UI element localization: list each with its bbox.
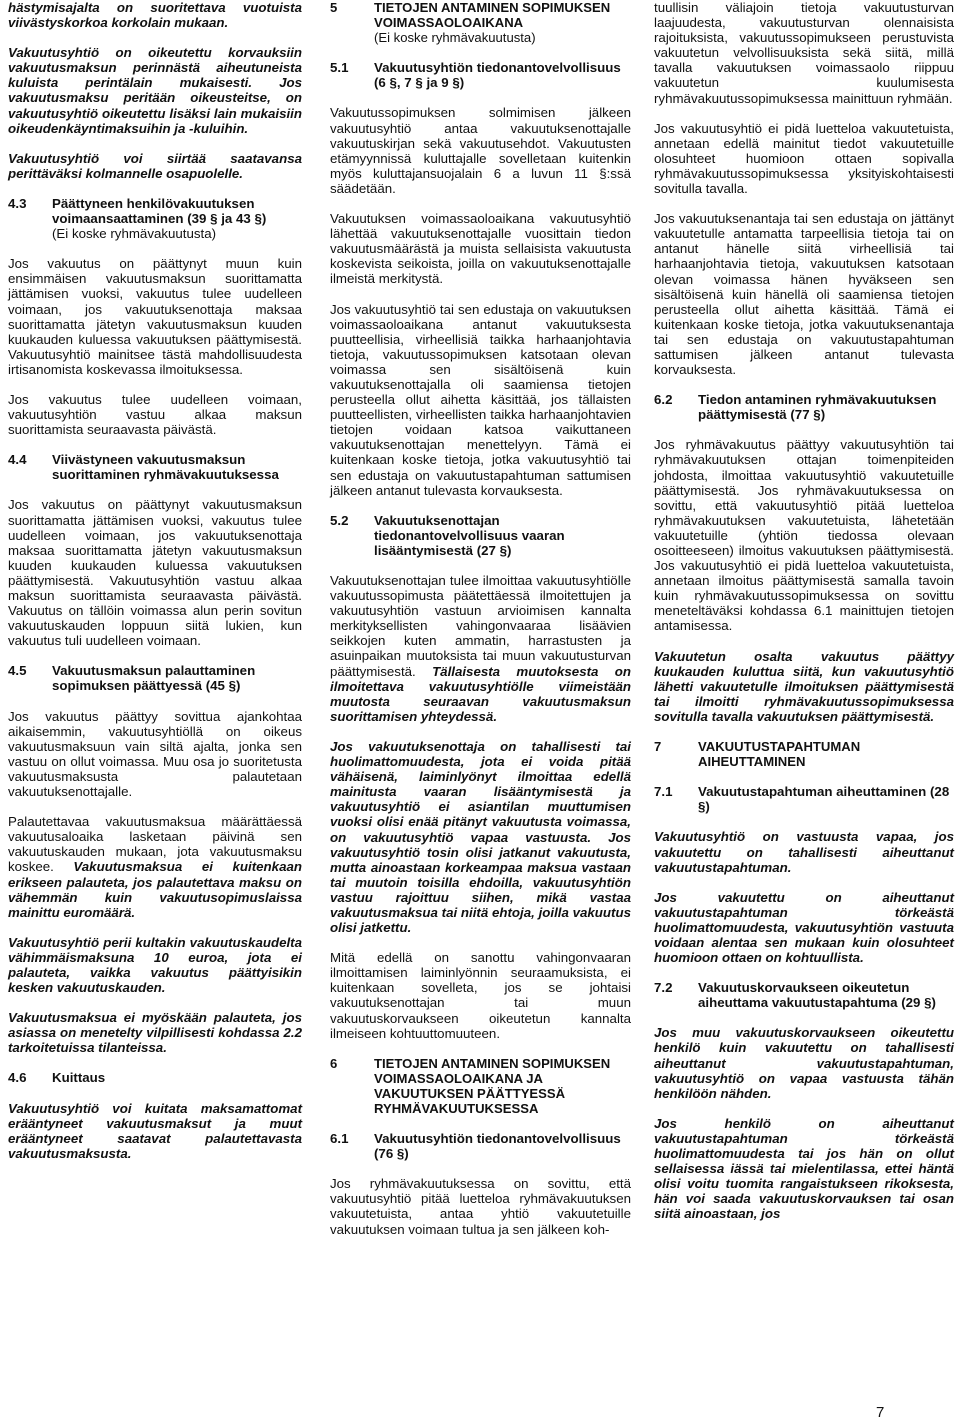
paragraph-refund: Jos vakuutus päättyy sovittua ajankohtaa aikaisemmin, vakuutusyhtiöllä on oikeus vakuutusmaksuun vain siltä ajalta, jonka sen vastuu on ollut voimassa. Muu osa jo suoritetusta vakuutusmaksusta palautetaan vakuutuksenottajalle. [8, 708, 302, 800]
paragraph-late-interest: hästymisajalta on suoritettava vuotuista viivästyskorkoa korkolain mukaan. [8, 0, 302, 31]
heading-title: Vakuutusyhtiön tiedonantovelvollisuus (76 §) [374, 1131, 621, 1162]
heading-number: 5.2 [330, 512, 349, 528]
heading-number: 6 [330, 1055, 338, 1071]
paragraph-beneficiary-intentional: Jos muu vakuutuskorvaukseen oikeutettu henkilö kuin vakuutettu on tahallisesti aiheuttanut vakuutustapahtuman, vakuutusyhtiö on vapaa vastuusta tähän henkilöön nähden. [654, 1025, 954, 1101]
heading-title: Viivästyneen vakuutusmaksun suorittaminen ryhmävakuutuksessa [52, 452, 279, 483]
heading-title: Vakuutusmaksun palauttaminen sopimuksen päättyessä (45 §) [52, 663, 256, 694]
middle-column [330, 0, 631, 1252]
paragraph-debt-transfer: Vakuutusyhtiö voi siirtää saatavansa perittäväksi kolmannelle osapuolelle. [8, 150, 302, 181]
paragraph-risk-increase: Vakuutuksenottajan tulee ilmoittaa vakuutusyhtiölle vakuutussopimusta päätettäessä ilmoitettujen ja vakuutusyhtiön vastuun arvioimisen kannalta merkityksellisten vahingonvaaraa lisäävien seikkojen kuten ammatin, harrastusten ja asuinpaikan muutoksista tai muun vakuutusturvan päättymisestä. Tällaisesta muutoksesta on ilmoitettava vakuutusyhtiölle viimeistään muutosta seuraavan vakuutusmaksun suorittamisen yhteydessä. [330, 573, 631, 724]
heading-number: 7 [654, 739, 662, 755]
heading-number: 7.1 [654, 784, 673, 800]
heading-4-4 [8, 452, 302, 482]
heading-number: 7.2 [654, 980, 673, 996]
paragraph-misleading-info: Jos vakuutusyhtiö tai sen edustaja on vakuutuksen voimassaoloaikana antanut vakuutuksesta puutteellisia, virheellisiä taikka harhaanjohtavia tietoja, vakuutussopimuksen katsotaan olevan voimassa sen sisältöisenä kuin vakuutuksenottajalla oli saamiensa tietojen perusteella ollut aihetta käsittää, jos tällaisten puutteellisten, virheellisten taikka harhaanjohtavien tietojen voidaan katsoa vaikuttaneen vakuutuksenottajan menettelyyn. Tämä ei kuitenkaan koske tietoja, jotka vakuutusyhtiö tai sen edustaja on vakuutustapahtuman sattumisen jälkeen antanut tulevasta korvauksesta. [330, 301, 631, 498]
heading-number: 5 [330, 0, 338, 15]
heading-number: 4.4 [8, 452, 27, 468]
heading-title: Päättyneen henkilövakuutuksen voimaansaattaminen (39 § ja 43 §) [52, 195, 267, 227]
heading-6 [330, 1056, 631, 1116]
paragraph-group-termination: Jos ryhmävakuutus päättyy vakuutusyhtiön tai ryhmävakuutuksen ottajan toimenpiteiden johdosta, ilmoittaa vakuutusyhtiö vakuutetuille päättymisestä. Jos ryhmävakuutuksessa on sovittu, että vakuutusyhtiö pitää luetteloa ryhmävakuutuksen vakuutetuista, lähetetään vakuutetuille (yhtiön tiedossa olevaan osoitteeseen) ilmoitus vakuutuksen päättymisestä. Jos vakuutusyhtiö ei pidä luetteloa vakuutetuista, annetaan ilmoitus päättymisestä samalla tavoin kuin ryhmävakuutussopimuksessa on sovittu meneteltäväksi kohdassa 6.1 mainittujen tietojen antamisessa. [654, 437, 954, 634]
heading-4-5 [8, 663, 302, 693]
paragraph-policy-documents: Vakuutussopimuksen solmimisen jälkeen vakuutusyhtiö antaa vakuutuksenottajalle vakuutuskirjan sekä vakuutusehdot. Vakuutusten etämyynnissä kuluttajalle sovelletaan kuitenkin myös kuluttajansuojalain 6 a luvun 11 §:ssä säädetään. [330, 105, 631, 196]
heading-5-1 [330, 60, 631, 90]
paragraph-insurer-misinformation: Jos vakuutuksenantaja tai sen edustaja on jättänyt vakuutetulle antamatta tarpeellisia tietoja tai on antanut hänelle siitä virheellisiä tai harhaanjohtavia tietoja, vakuutuksen katsotaan olevan voimassa hänen hyväkseen sen sisältöisenä kuin hänellä oli saamiensa tietojen perusteella ollut aihetta käsittää. Tämä ei kuitenkaan koske tietoja, jotka vakuutuksenantaja tai sen edustaja on vakuutustapahtuman sattumisen jälkeen antanut tulevasta korvauksesta. [654, 211, 954, 378]
heading-title: Vakuutuksenottajan tiedonantovelvollisuus vaaran lisääntymisestä (27 §) [374, 512, 565, 558]
paragraph-set-off: Vakuutusyhtiö voi kuitata maksamattomat erääntyneet vakuutusmaksut ja muut erääntyneet saatavat palautettavasta vakuutusmaksusta. [8, 1100, 302, 1161]
paragraph-intentional: Vakuutusyhtiö on vastuusta vapaa, jos vakuutettu on tahallisesti aiheuttanut vakuutustapahtuman. [654, 829, 954, 875]
paragraph-gross-negligence: Jos vakuutettu on aiheuttanut vakuutustapahtuman törkeästä huolimattomuudesta, vakuutusyhtiön vastuuta voidaan alentaa sen mukaan kuin olosuhteet huomioon ottaen on kohtuullista. [654, 889, 954, 966]
heading-6-2 [654, 392, 954, 422]
heading-number: 6.1 [330, 1131, 349, 1147]
heading-title: Kuittaus [52, 1070, 106, 1086]
heading-number: 4.3 [8, 195, 27, 211]
paragraph-negligence: Jos vakuutuksenottaja on tahallisesti tai huolimattomuudesta, jota ei voida pitää vähäisenä, laiminlyönyt ilmoittaa edellä mainitusta vaaran lisääntymisestä ja vakuutusyhtiö ei asiantilan muuttumisen vuoksi olisi enää pitänyt vakuutusta voimassa, on vakuutusyhtiö vapaa vastuusta. Jos vakuutusyhtiö tosin olisi jatkanut vakuutusta, mutta ainoastaan korkeampaa maksua vastaan tai muutoin toisilla ehdoilla, vakuutusyhtiön vastuu rajoittuu siihen, mikä vastaa vakuutusmaksua tai niitä ehtoja, joilla vakuutus olisi jatkettu. [330, 738, 631, 936]
left-column [8, 0, 302, 1176]
paragraph-fraud-no-refund: Vakuutusmaksua ei myöskään palauteta, jos asiassa on menetelty vilpillisesti kohdassa 2.2 tarkoitetuissa tilanteissa. [8, 1010, 302, 1056]
heading-7 [654, 739, 954, 769]
heading-4-6 [8, 1070, 302, 1085]
paragraph-minimum-premium: Vakuutusyhtiö perii kultakin vakuutuskaudelta vähimmäismaksuna 10 euroa, jota ei palauteta, vaikka vakuutus päättyisikin kesken vakuutuskauden. [8, 934, 302, 996]
heading-subtitle: (Ei koske ryhmävakuutusta) [374, 30, 536, 46]
heading-5-2 [330, 513, 631, 558]
heading-6-1 [330, 1131, 631, 1161]
heading-title: VAKUUTUSTAPAHTUMAN AIHEUTTAMINEN [698, 739, 861, 770]
heading-number: 4.6 [8, 1070, 27, 1086]
heading-title: Tiedon antaminen ryhmävakuutuksen päättymisestä (77 §) [698, 392, 937, 423]
heading-number: 6.2 [654, 392, 673, 408]
heading-number: 4.5 [8, 663, 27, 679]
right-column [654, 0, 954, 1236]
paragraph-unreasonableness: Mitä edellä on sanottu vahingonvaaran ilmoittamisen laiminlyönnin seuraamuksista, ei kuitenkaan sovelleta, jos se johtaisi vakuutuksenottajan tai muun vakuutuskorvaukseen oikeutetun kannalta ilmeiseen kohtuuttomuuteen. [330, 950, 631, 1041]
paragraph-reinstatement-liability: Jos vakuutus tulee uudelleen voimaan, vakuutusyhtiön vastuu alkaa maksun suorittamista seuraavasta päivästä. [8, 391, 302, 438]
heading-7-1 [654, 784, 954, 814]
heading-5 [330, 0, 631, 45]
heading-title: Vakuutustapahtuman aiheuttaminen (28 §) [698, 784, 950, 815]
paragraph-group-late-payment: Jos vakuutus on päättynyt vakuutusmaksun suorittamatta jättämisen vuoksi, vakuutus tulee uudelleen voimaan, jos vakuutuksenottaja maksaa suorittamatta jätetyn vakuutusmaksun kuuden kuukauden kuluessa vakuutuksen päättymisestä. Vakuutusyhtiön vastuu alkaa maksun suorittamista seuraavasta päivästä. Vakuutus on tällöin voimassa alun perin sovitun vakuutuskauden loppuun siitä lukien, kun vakuutus tuli uudelleen voimaan. [8, 497, 302, 649]
paragraph-reinstatement: Jos vakuutus on päättynyt muun kuin ensimmäisen vakuutusmaksun suorittamatta jättämisen vuoksi, vakuutus tulee uudelleen voimaan, jos vakuutuksenottaja maksaa suorittamatta jätetyn vakuutusmaksun kuuden kuukauden kuluessa vakuutuksen päättymisestä. Vakuutusyhtiö mainitsee tästä mahdollisuudesta irtisanomista koskevassa ilmoituksessa. [8, 256, 302, 377]
page-number: 7 [876, 1404, 885, 1421]
paragraph-no-register: Jos vakuutusyhtiö ei pidä luetteloa vakuutetuista, annetaan edellä mainitut tiedot vakuutetuille olosuhteet huomioon ottaen sopivalla ryhmävakuutussopimuksessa yksityiskohtaisesti sovitulla tavalla. [654, 120, 954, 197]
heading-title: TIETOJEN ANTAMINEN SOPIMUKSEN VOIMASSAOLOAIKANA [374, 0, 611, 31]
heading-4-3 [8, 196, 302, 241]
heading-subtitle: (Ei koske ryhmävakuutusta) [52, 226, 217, 242]
paragraph-collection-costs: Vakuutusyhtiö on oikeutettu korvauksiin vakuutusmaksun perinnästä aiheutuneista kuluista perintälain mukaisesti. Jos vakuutusmaksu peritään oikeusteitse, on vakuutusyhtiö oikeutettu lisäksi lain mukaisiin oikeudenkäyntimaksuihin ja -kuluihin. [8, 45, 302, 136]
paragraph-coverage-info: tuullisin väliajoin tietoja vakuutusturvan laajuudesta, vakuutusturvan olennaisista rajoituksista, vakuutussopimukseen perustuvista vakuutetun velvollisuuksista sekä siitä, millä tavalla vakuutuksen voimassaolo riippuu vakuutetun kuulumisesta ryhmävakuutussopimuksessa mainittuun ryhmään. [654, 0, 954, 106]
heading-7-2 [654, 980, 954, 1010]
paragraph-beneficiary-negligence: Jos henkilö on aiheuttanut vakuutustapahtuman törkeästä huolimattomuudesta tai jos hän on ollut sellaisessa iässä tai mielentilassa, ettei häntä olisi voitu tuomita rangaistukseen rikoksesta, hän voi saada vakuutuskorvauksen tai osan siitä ainoastaan, jos [654, 1115, 954, 1222]
paragraph-annual-info: Vakuutuksen voimassaoloaikana vakuutusyhtiö lähettää vakuutuksenottajalle vuosittain tiedon vakuutusmäärästä ja muista sellaisista vakuutusta koskevista seikoista, joilla on vakuutuksenottajalle ilmeistä merkitystä. [330, 211, 631, 287]
heading-number: 5.1 [330, 60, 349, 76]
paragraph-termination-date: Vakuutetun osalta vakuutus päättyy kuukauden kuluttua siitä, kun vakuutusyhtiö lähetti vakuutetulle ilmoituksen päättymisestä tai ilmoitti ryhmävakuutussopimuksessa sovitulla tavalla vakuutuksen päättymisestä. [654, 648, 954, 724]
paragraph-group-register: Jos ryhmävakuutuksessa on sovittu, että vakuutusyhtiö pitää luetteloa ryhmävakuutuksen vakuutetuista, antaa yhtiö vakuutetuille vakuutuksen voimaan tultua ja sen jälkeen koh- [330, 1176, 631, 1237]
heading-title: TIETOJEN ANTAMINEN SOPIMUKSEN VOIMASSAOLOAIKANA JA VAKUUTUKSEN PÄÄTTYESSÄ RYHMÄVAKUUTUKSESSA [374, 1055, 611, 1116]
heading-title: Vakuutusyhtiön tiedonantovelvollisuus (6 §, 7 § ja 9 §) [374, 60, 621, 91]
heading-title: Vakuutuskorvaukseen oikeutetun aiheuttama vakuutustapahtuma (29 §) [698, 980, 936, 1011]
paragraph-refund-calculation: Palautettavaa vakuutusmaksua määrättäessä vakuutusaloaika lasketaan päivinä sen vakuutuskauden mukaan, jota vakuutusmaksu koskee. Vakuutusmaksua ei kuitenkaan erikseen palauteta, jos palautettava maksu on vähemmän kuin vakuutusopimuslaissa mainittu euromäärä. [8, 814, 302, 920]
